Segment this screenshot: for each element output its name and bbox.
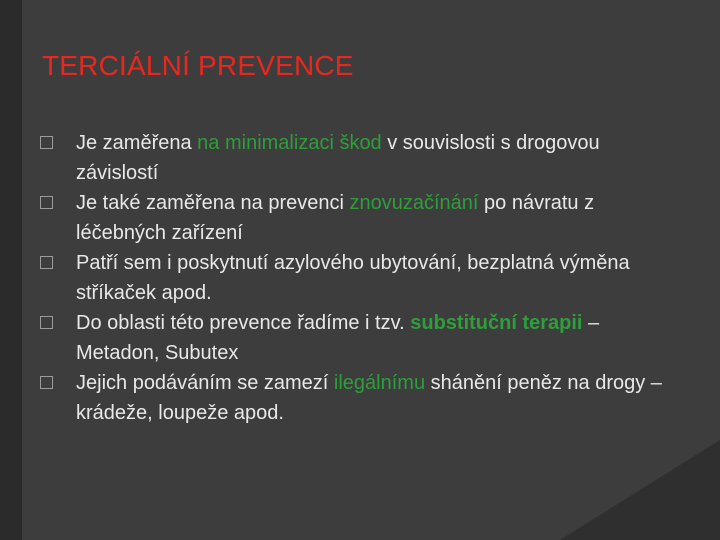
bullet-text: Patří sem i poskytnutí azylového ubytování, bezplatná výměna stříkaček apod. — [76, 252, 630, 304]
square-bullet-icon — [40, 256, 53, 269]
bullet-item — [40, 368, 680, 428]
bullet-list — [40, 128, 680, 428]
slide-title: TERCIÁLNÍ PREVENCE — [42, 50, 354, 81]
bullet-text: Je také zaměřena na prevenci — [76, 192, 350, 214]
bullet-item — [40, 248, 680, 308]
bullet-highlight: na minimalizaci škod — [197, 132, 382, 154]
bullet-text: po návratu z léčebných zařízení — [76, 192, 595, 244]
bullet-item — [40, 188, 680, 248]
bullet-item — [40, 308, 680, 368]
square-bullet-icon — [40, 196, 53, 209]
bullet-text: Je zaměřena — [76, 132, 198, 154]
square-bullet-icon — [40, 376, 53, 389]
bullet-text: shánění peněz na drogy – krádeže, loupeže apod. — [76, 372, 662, 424]
bullet-text: – Metadon, Subutex — [76, 312, 600, 364]
bullet-text: Do oblasti této prevence řadíme i tzv. — [76, 312, 411, 334]
bullet-item — [40, 128, 680, 188]
bullet-text: Jejich podáváním se zamezí — [76, 372, 334, 394]
bullet-text: v souvislosti s drogovou závislostí — [76, 132, 600, 184]
bullet-highlight: znovuzačínání — [349, 192, 479, 214]
square-bullet-icon — [40, 136, 53, 149]
square-bullet-icon — [40, 316, 53, 329]
bullet-highlight: ilegálnímu — [333, 372, 426, 394]
bullet-highlight: substituční terapii — [410, 312, 583, 334]
